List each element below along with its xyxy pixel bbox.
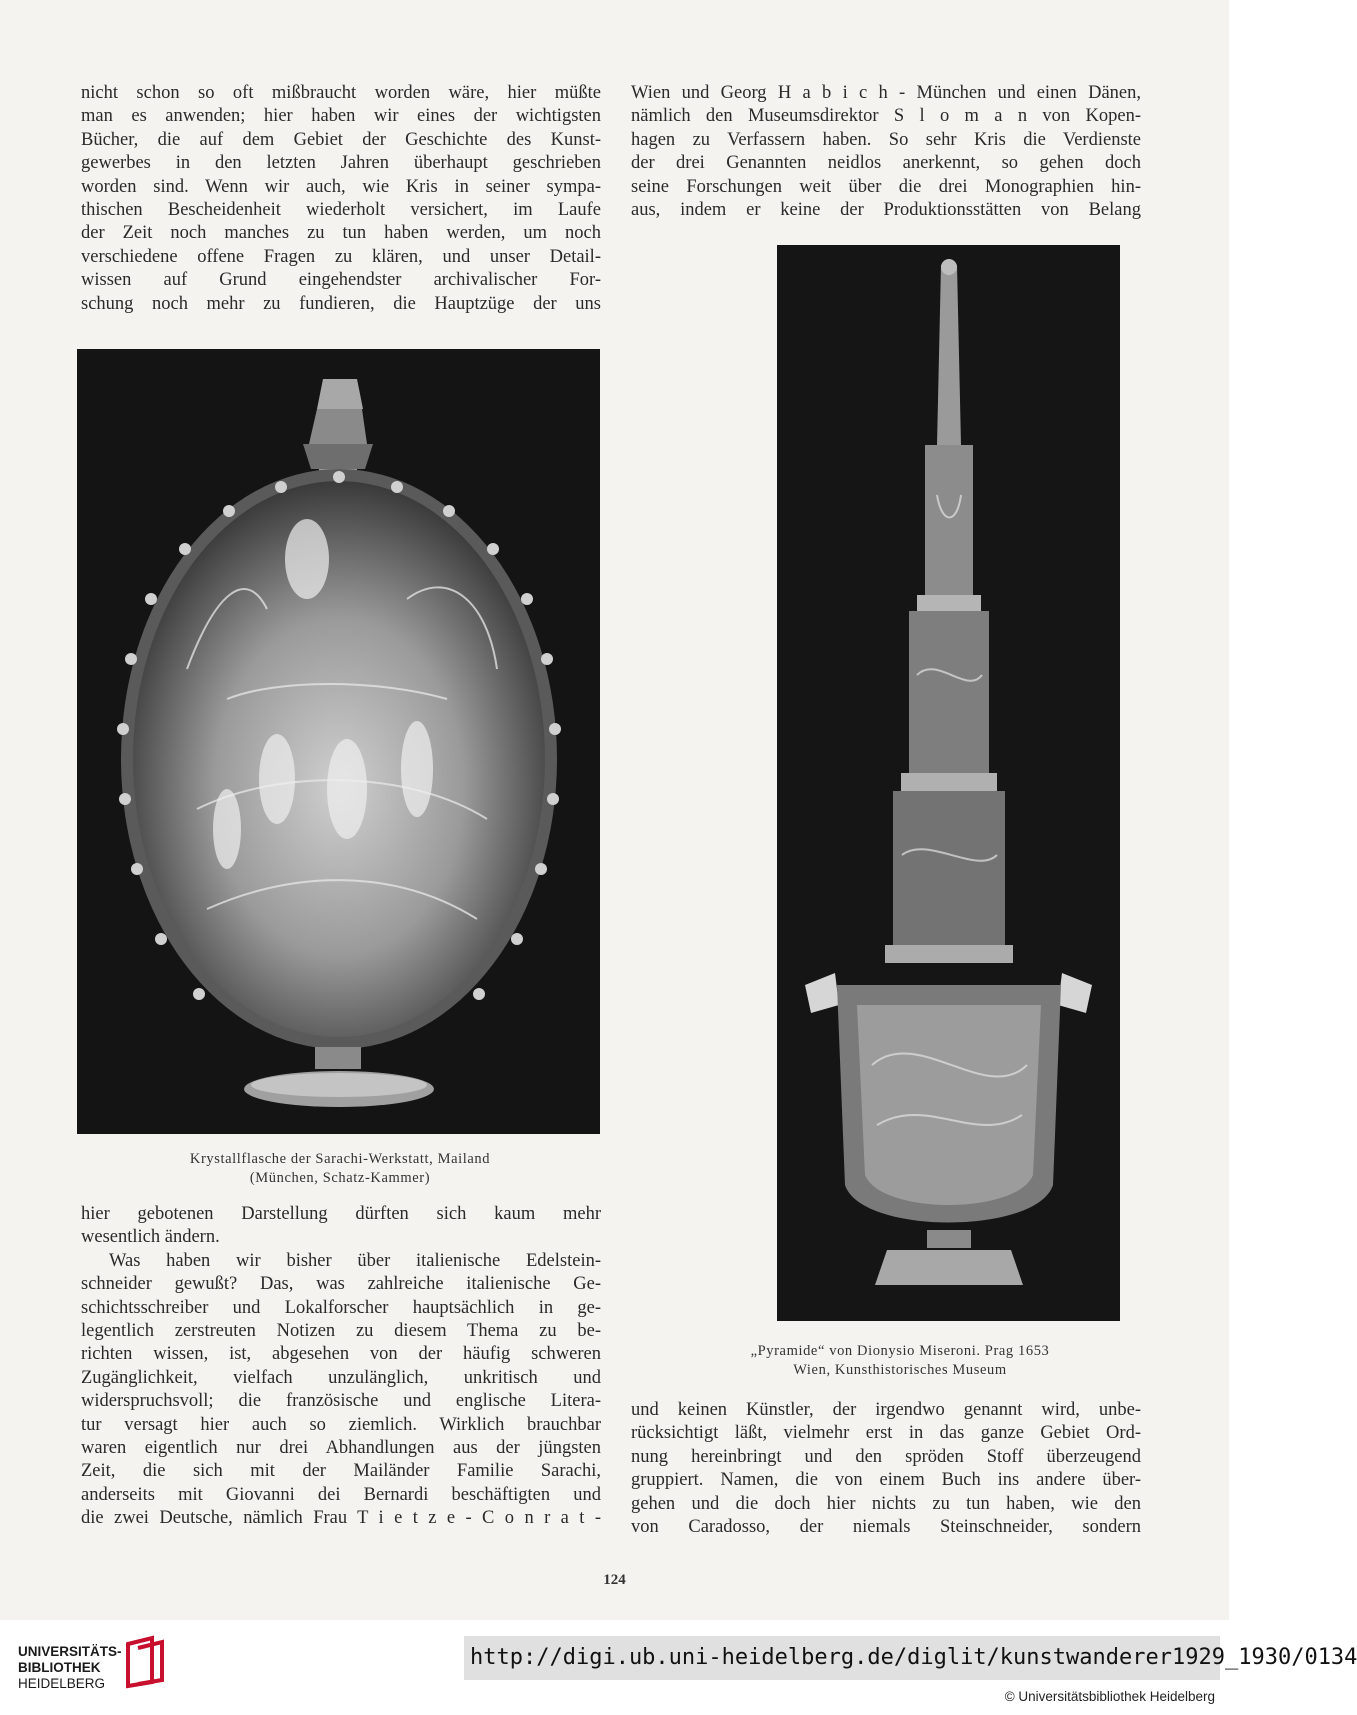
text-line: worden sind. Wenn wir auch, wie Kris in seiner sympa- — [81, 176, 601, 197]
text-line: tur versagt hier auch so ziemlich. Wirklich brauchbar — [81, 1414, 601, 1435]
left-figure-caption — [80, 1150, 600, 1188]
text-line: Zugänglichkeit, vielfach unzulänglich, unkritisch und — [81, 1367, 601, 1388]
text-line: seine Forschungen weit über die drei Monographien hin- — [631, 176, 1141, 197]
logo-line-1: UNIVERSITÄTS- — [18, 1644, 122, 1659]
text-line: hagen zu Verfassern haben. So sehr Kris die Verdienste — [631, 129, 1141, 150]
left-caption-line-2: (München, Schatz-Kammer) — [249, 1170, 431, 1186]
text-line: schneider gewußt? Das, was zahlreiche italienische Ge- — [81, 1274, 601, 1295]
text-line: legentlich zerstreuten Notizen zu diesem Thema zu be- — [81, 1321, 601, 1342]
text-line: der Zeit noch manches zu tun haben werden, um noch — [81, 223, 601, 244]
text-line: nung hereinbringt und den spröden Stoff überzeugend — [631, 1446, 1141, 1467]
logo-line-3: HEIDELBERG — [18, 1676, 106, 1691]
left-column-bottom-text — [81, 1203, 601, 1531]
logo-line-2: BIBLIOTHEK — [18, 1660, 101, 1675]
pyramid-vessel-photo — [777, 245, 1120, 1321]
library-logo-icon — [122, 1636, 168, 1693]
left-caption-line-1: Krystallflasche der Sarachi-Werkstatt, Mailand — [189, 1151, 491, 1167]
right-caption-line-1: „Pyramide“ von Dionysio Miseroni. Prag 1653 — [750, 1343, 1050, 1359]
text-line: Bücher, die auf dem Gebiet der Geschichte des Kunst- — [81, 129, 601, 150]
text-line: aus, indem er keine der Produktionsstätten von Belang — [631, 200, 1141, 221]
text-line: der drei Genannten neidlos anerkennt, so gehen doch — [631, 153, 1141, 174]
text-line: thischen Bescheidenheit wiederholt versichert, im Laufe — [81, 200, 601, 221]
text-line: Was haben wir bisher über italienische Edelstein- — [109, 1250, 601, 1271]
text-line: gruppiert. Namen, die von einem Buch ins andere über- — [631, 1470, 1141, 1491]
text-line: gewerbes in den letzten Jahren überhaupt geschrieben — [81, 153, 601, 174]
text-line: nämlich den Museumsdirektor S l o m a n von Kopen- — [631, 106, 1141, 127]
text-line: schung noch mehr zu fundieren, die Hauptzüge der uns — [81, 293, 601, 314]
text-line: wesentlich ändern. — [81, 1227, 220, 1248]
right-caption-line-2: Wien, Kunsthistorisches Museum — [793, 1362, 1007, 1378]
text-line: waren eigentlich nur drei Abhandlungen aus der jüngsten — [81, 1438, 601, 1459]
text-line: anderseits mit Giovanni dei Bernardi beschäftigten und — [81, 1484, 601, 1505]
text-line: widerspruchsvoll; die französische und englische Litera- — [81, 1391, 601, 1412]
text-line: und keinen Künstler, der irgendwo genannt wird, unbe- — [631, 1400, 1141, 1420]
text-line: Wien und Georg H a b i c h - München und einen Dänen, — [631, 83, 1141, 103]
permalink-url[interactable]: http://digi.ub.uni-heidelberg.de/diglit/kunstwanderer1929_1930/0134 — [464, 1636, 1220, 1680]
text-line: wissen auf Grund eingehendster archivalischer For- — [81, 270, 601, 291]
text-line: schichtsschreiber und Lokalforscher hauptsächlich in ge- — [81, 1297, 601, 1318]
text-line: nicht schon so oft mißbraucht worden wäre, hier müßte — [81, 83, 601, 103]
text-line: richten wissen, ist, abgesehen von der häufig schweren — [81, 1344, 601, 1365]
text-line: verschiedene offene Fragen zu klären, und unser Detail- — [81, 246, 601, 267]
copyright-notice: © Universitätsbibliothek Heidelberg — [1004, 1689, 1215, 1704]
right-column-bottom-text — [631, 1399, 1141, 1539]
left-column-top-text — [81, 82, 601, 316]
text-line: die zwei Deutsche, nämlich Frau T i e t z e - C o n r a t - — [81, 1508, 601, 1529]
text-line: rücksichtigt läßt, vielmehr erst in das ganze Gebiet Ord- — [631, 1423, 1141, 1444]
text-line: gehen und die doch hier nichts zu tun haben, wie den — [631, 1493, 1141, 1514]
crystal-flask-photo — [77, 349, 600, 1134]
library-logo-text — [18, 1644, 122, 1692]
text-line: Zeit, die sich mit der Mailänder Familie Sarachi, — [81, 1461, 601, 1482]
right-figure-caption — [640, 1342, 1160, 1380]
page-number: 124 — [603, 1572, 626, 1588]
text-line: hier gebotenen Darstellung dürften sich kaum mehr — [81, 1204, 601, 1224]
text-line: von Caradosso, der niemals Steinschneider, sondern — [631, 1517, 1141, 1538]
right-column-top-text — [631, 82, 1141, 222]
text-line: man es anwenden; hier haben wir eines der wichtigsten — [81, 106, 601, 127]
